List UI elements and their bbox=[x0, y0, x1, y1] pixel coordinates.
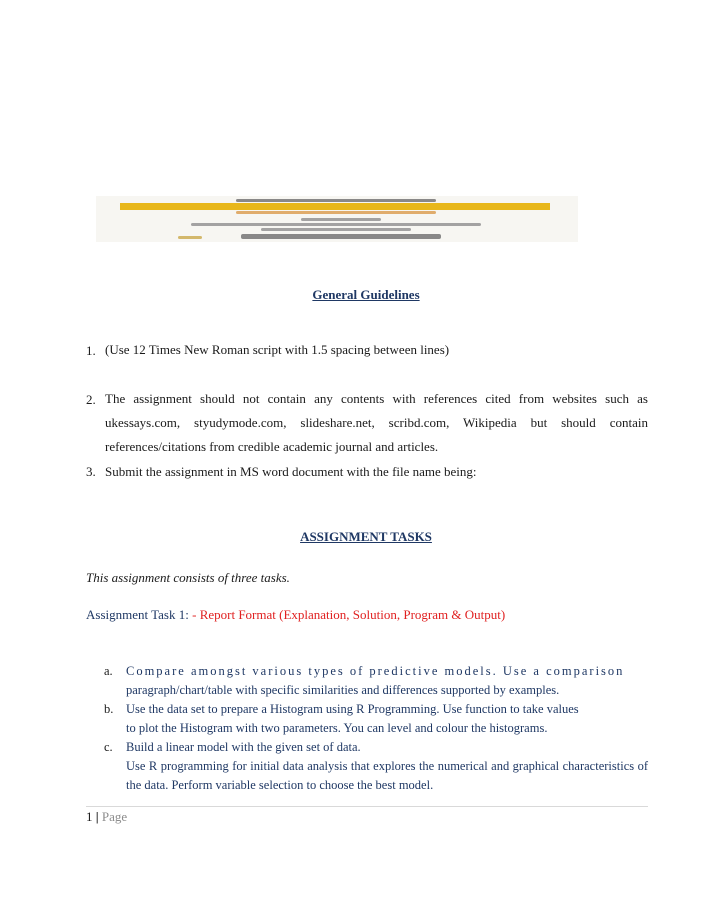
subtask-b-line-1: Use the data set to prepare a Histogram using R Programming. Use function to take values bbox=[126, 702, 579, 716]
subtask-a-line-2: paragraph/chart/table with specific similarities and differences supported by examples. bbox=[126, 683, 560, 697]
banner-highlight-bar bbox=[120, 203, 550, 210]
list-number: 3. bbox=[86, 464, 96, 479]
cover-sheet-banner bbox=[96, 196, 578, 242]
task-1-label: Assignment Task 1: bbox=[86, 607, 189, 622]
tasks-intro: This assignment consists of three tasks. bbox=[86, 570, 290, 585]
list-number: 1. bbox=[86, 343, 96, 358]
subtask-c-line-2: Use R programming for initial data analysis that explores the numerical and graphical characteristics of the data. Perform variable selection to choose the best model. bbox=[126, 759, 648, 792]
page-number: 1 bbox=[86, 809, 93, 824]
task-1-format: - Report Format (Explanation, Solution, Program & Output) bbox=[192, 607, 506, 622]
subtask-c-line-1: Build a linear model with the given set of data. bbox=[126, 740, 361, 754]
list-number: 2. bbox=[86, 392, 96, 407]
banner-text-line bbox=[261, 228, 411, 231]
subtask-a-line-1: Compare amongst various types of predictive models. Use a comparison bbox=[126, 664, 625, 678]
banner-text-line bbox=[191, 223, 481, 226]
general-guidelines-heading: General Guidelines bbox=[312, 287, 420, 302]
banner-text-line bbox=[301, 218, 381, 221]
guideline-item-2: The assignment should not contain any contents with references cited from websites such as ukessays.com, styudymode.com, slideshare.net, scribd.com, Wikipedia but should contain references/citations from credible academic journal and articles. bbox=[105, 391, 648, 454]
banner-text-line bbox=[241, 234, 441, 239]
assignment-tasks-heading: ASSIGNMENT TASKS bbox=[300, 529, 432, 544]
task-1-title bbox=[86, 607, 505, 623]
footer-separator: | bbox=[95, 809, 99, 824]
page-label: Page bbox=[101, 809, 128, 824]
subtask-b-line-2: to plot the Histogram with two parameters. You can level and colour the histograms. bbox=[126, 721, 548, 735]
subtask-letter: b. bbox=[104, 702, 114, 716]
subtask-letter: a. bbox=[104, 664, 113, 678]
banner-subtitle-line bbox=[236, 211, 436, 214]
page-footer bbox=[86, 809, 127, 825]
subtask-letter: c. bbox=[104, 740, 113, 754]
guideline-item-3: Submit the assignment in MS word document with the file name being: bbox=[105, 464, 477, 479]
footer-divider bbox=[86, 806, 648, 807]
guideline-item-1: (Use 12 Times New Roman script with 1.5 spacing between lines) bbox=[105, 342, 450, 357]
banner-title-line bbox=[236, 199, 436, 202]
banner-logo bbox=[178, 236, 202, 239]
